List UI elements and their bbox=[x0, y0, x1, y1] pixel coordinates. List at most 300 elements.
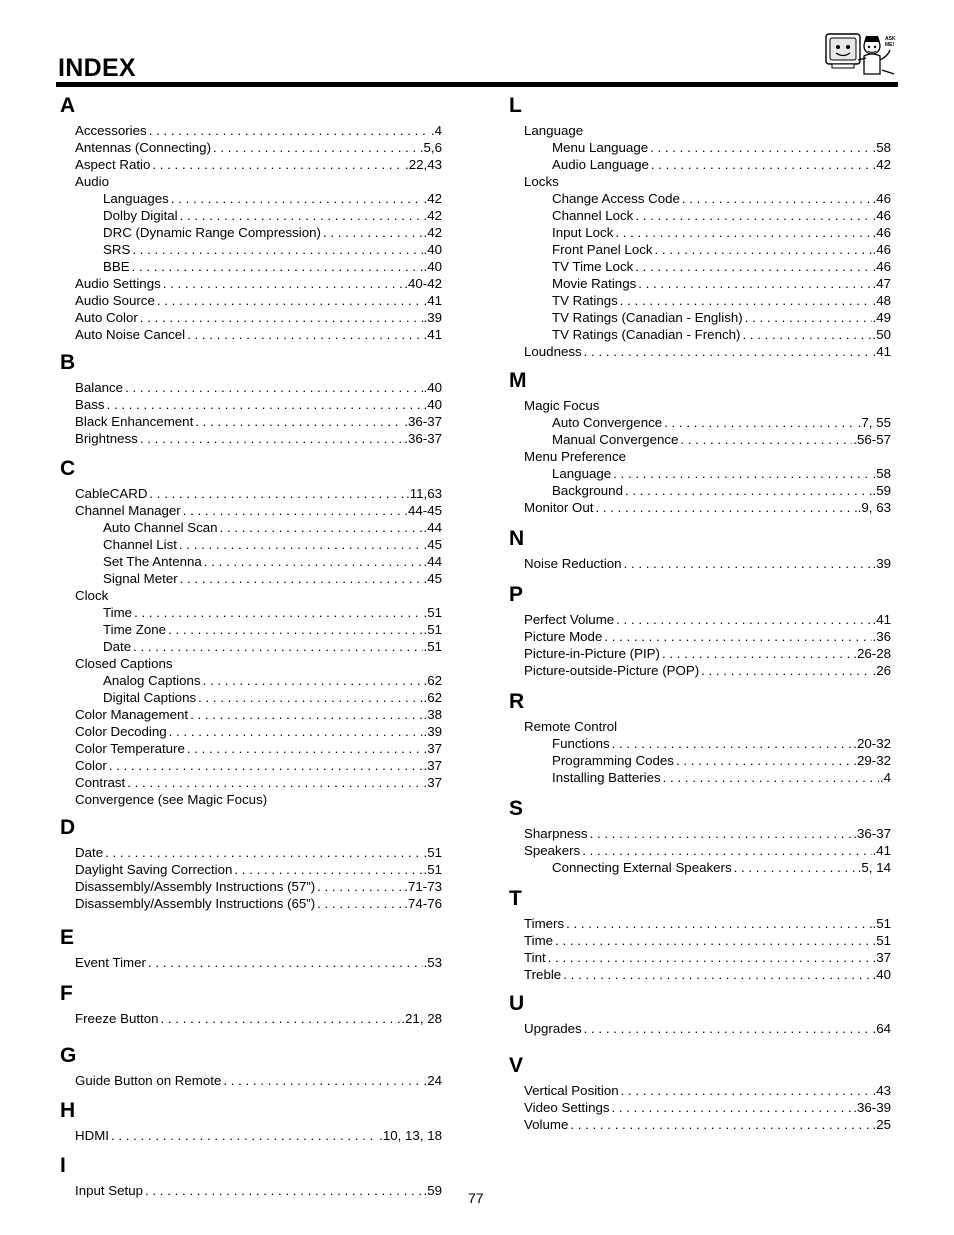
section-letter: V bbox=[509, 1054, 524, 1077]
entry-label: Vertical Position bbox=[524, 1083, 619, 1098]
entry-label: TV Ratings (Canadian - French) bbox=[552, 327, 741, 342]
section-letter: E bbox=[60, 926, 75, 949]
index-subentry bbox=[60, 570, 442, 587]
index-subentry bbox=[60, 207, 442, 224]
entry-page: .37 bbox=[872, 950, 891, 965]
entry-label: Treble bbox=[524, 967, 562, 982]
section-letter: A bbox=[60, 94, 76, 117]
leader-dots bbox=[595, 499, 856, 516]
entry-page: .26 bbox=[872, 663, 891, 678]
index-entry bbox=[509, 611, 891, 628]
entry-page: .4 bbox=[430, 123, 442, 138]
entry-label: Contrast bbox=[75, 775, 126, 790]
leader-dots bbox=[584, 343, 872, 360]
entry-label: Antennas (Connecting) bbox=[75, 140, 212, 155]
entry-label: Remote Control bbox=[524, 719, 618, 734]
entry-page: .44-45 bbox=[404, 503, 442, 518]
entry-label: SRS bbox=[103, 242, 131, 257]
leader-dots bbox=[651, 156, 872, 173]
entry-label: Auto Channel Scan bbox=[103, 520, 218, 535]
leader-dots bbox=[134, 604, 422, 621]
entry-page: .37 bbox=[423, 741, 442, 756]
entry-page: .48 bbox=[872, 293, 891, 308]
index-entry bbox=[509, 1099, 891, 1116]
entry-label: Locks bbox=[524, 174, 559, 189]
index-subentry bbox=[509, 414, 891, 431]
entry-label: Programming Codes bbox=[552, 753, 674, 768]
leader-dots bbox=[204, 553, 423, 570]
entry-label: Black Enhancement bbox=[75, 414, 194, 429]
entry-page: .39 bbox=[423, 310, 442, 325]
leader-dots bbox=[621, 1082, 872, 1099]
entry-page: .42 bbox=[423, 225, 442, 240]
index-entry bbox=[509, 825, 891, 842]
leader-dots bbox=[187, 740, 423, 757]
index-entry bbox=[60, 895, 442, 912]
entry-page: .40 bbox=[872, 967, 891, 982]
index-entry bbox=[60, 1010, 442, 1027]
entry-label: HDMI bbox=[75, 1128, 109, 1143]
index-entry bbox=[60, 413, 442, 430]
entry-page: .50 bbox=[872, 327, 891, 342]
entry-label: Signal Meter bbox=[103, 571, 178, 586]
index-entry bbox=[60, 275, 442, 292]
index-subentry bbox=[60, 258, 442, 275]
entry-label: Aspect Ratio bbox=[75, 157, 151, 172]
entry-page: .46 bbox=[872, 208, 891, 223]
index-entry bbox=[509, 915, 891, 932]
leader-dots bbox=[612, 735, 853, 752]
index-entry bbox=[60, 309, 442, 326]
entry-page: .43 bbox=[872, 1083, 891, 1098]
index-subentry bbox=[60, 519, 442, 536]
leader-dots bbox=[163, 275, 404, 292]
entry-label: Date bbox=[75, 845, 104, 860]
section-letter: N bbox=[509, 527, 525, 550]
section-letter: M bbox=[509, 369, 527, 392]
entry-label: Accessories bbox=[75, 123, 147, 138]
index-entry bbox=[60, 706, 442, 723]
index-subentry bbox=[509, 465, 891, 482]
entry-page: .47 bbox=[872, 276, 891, 291]
entry-page: .45 bbox=[423, 571, 442, 586]
entry-page: .51 bbox=[872, 933, 891, 948]
leader-dots bbox=[132, 258, 423, 275]
entry-label: Color Decoding bbox=[75, 724, 167, 739]
leader-dots bbox=[635, 258, 871, 275]
index-entry bbox=[60, 655, 442, 672]
section-letter: G bbox=[60, 1044, 77, 1067]
section-letter: D bbox=[60, 816, 76, 839]
leader-dots bbox=[149, 485, 405, 502]
entry-page: .37 bbox=[423, 758, 442, 773]
entry-page: .51 bbox=[423, 622, 442, 637]
index-subentry bbox=[60, 604, 442, 621]
entry-label: Picture Mode bbox=[524, 629, 603, 644]
index-entry bbox=[60, 723, 442, 740]
entry-page: .46 bbox=[872, 242, 891, 257]
index-subentry bbox=[509, 752, 891, 769]
entry-label: Balance bbox=[75, 380, 124, 395]
entry-page: .56-57 bbox=[853, 432, 891, 447]
index-subentry bbox=[509, 769, 891, 786]
entry-page: .41 bbox=[423, 327, 442, 342]
entry-page: .39 bbox=[423, 724, 442, 739]
entry-page: .40 bbox=[423, 397, 442, 412]
index-entry bbox=[60, 502, 442, 519]
entry-label: BBE bbox=[103, 259, 130, 274]
leader-dots bbox=[664, 414, 857, 431]
index-entry bbox=[509, 122, 891, 139]
section-letter: T bbox=[509, 887, 522, 910]
index-subentry bbox=[60, 621, 442, 638]
index-entry bbox=[60, 587, 442, 604]
entry-label: Audio Source bbox=[75, 293, 155, 308]
entry-label: Convergence (see Magic Focus) bbox=[75, 792, 268, 807]
leader-dots bbox=[624, 555, 872, 572]
entry-label: Movie Ratings bbox=[552, 276, 637, 291]
leader-dots bbox=[180, 570, 423, 587]
leader-dots bbox=[584, 1020, 872, 1037]
entry-page: .58 bbox=[872, 140, 891, 155]
entry-label: Brightness bbox=[75, 431, 138, 446]
index-subentry bbox=[509, 224, 891, 241]
entry-label: Color Temperature bbox=[75, 741, 185, 756]
index-subentry bbox=[60, 689, 442, 706]
section-letter: R bbox=[509, 690, 525, 713]
entry-label: Dolby Digital bbox=[103, 208, 178, 223]
leader-dots bbox=[220, 519, 423, 536]
entry-page: .45 bbox=[423, 537, 442, 552]
index-entry bbox=[509, 555, 891, 572]
entry-label: Functions bbox=[552, 736, 610, 751]
entry-label: Speakers bbox=[524, 843, 581, 858]
leader-dots bbox=[742, 326, 871, 343]
title-rule bbox=[56, 82, 898, 87]
entry-label: Magic Focus bbox=[524, 398, 600, 413]
entry-page: .11,63 bbox=[406, 486, 442, 501]
index-entry bbox=[60, 861, 442, 878]
index-entry bbox=[60, 774, 442, 791]
entry-label: TV Ratings (Canadian - English) bbox=[552, 310, 743, 325]
index-subentry bbox=[509, 275, 891, 292]
leader-dots bbox=[616, 611, 871, 628]
leader-dots bbox=[680, 431, 852, 448]
leader-dots bbox=[171, 190, 423, 207]
entry-label: Audio Language bbox=[552, 157, 649, 172]
index-subentry bbox=[509, 207, 891, 224]
leader-dots bbox=[566, 915, 871, 932]
entry-label: Upgrades bbox=[524, 1021, 582, 1036]
leader-dots bbox=[555, 932, 871, 949]
entry-page: .59 bbox=[872, 483, 891, 498]
entry-label: Tint bbox=[524, 950, 546, 965]
entry-label: Audio Settings bbox=[75, 276, 161, 291]
index-entry bbox=[60, 156, 442, 173]
index-entry bbox=[60, 1182, 442, 1199]
entry-label: Channel Lock bbox=[552, 208, 634, 223]
index-entry bbox=[60, 1072, 442, 1089]
index-entry bbox=[509, 1020, 891, 1037]
leader-dots bbox=[650, 139, 871, 156]
entry-label: Input Setup bbox=[75, 1183, 144, 1198]
index-subentry bbox=[60, 224, 442, 241]
entry-label: DRC (Dynamic Range Compression) bbox=[103, 225, 321, 240]
entry-label: Daylight Saving Correction bbox=[75, 862, 233, 877]
entry-page: .42 bbox=[872, 157, 891, 172]
entry-label: Time bbox=[103, 605, 133, 620]
entry-label: Disassembly/Assembly Instructions (57”) bbox=[75, 879, 316, 894]
index-subentry bbox=[509, 241, 891, 258]
entry-page: .46 bbox=[872, 259, 891, 274]
section-letter: L bbox=[509, 94, 522, 117]
entry-page: .24 bbox=[423, 1073, 442, 1088]
entry-page: .41 bbox=[872, 344, 891, 359]
index-entry bbox=[509, 932, 891, 949]
entry-label: Disassembly/Assembly Instructions (65”) bbox=[75, 896, 316, 911]
entry-label: Monitor Out bbox=[524, 500, 594, 515]
entry-page: .41 bbox=[872, 843, 891, 858]
index-entry bbox=[509, 448, 891, 465]
leader-dots bbox=[625, 482, 872, 499]
leader-dots bbox=[213, 139, 419, 156]
entry-label: CableCARD bbox=[75, 486, 148, 501]
entry-label: Freeze Button bbox=[75, 1011, 159, 1026]
entry-label: TV Ratings bbox=[552, 293, 618, 308]
entry-label: Background bbox=[552, 483, 623, 498]
leader-dots bbox=[203, 672, 423, 689]
section-letter: S bbox=[509, 797, 524, 820]
entry-page: .51 bbox=[423, 639, 442, 654]
leader-dots bbox=[682, 190, 872, 207]
entry-page: .5, 14 bbox=[857, 860, 891, 875]
index-entry bbox=[60, 326, 442, 343]
leader-dots bbox=[190, 706, 422, 723]
entry-page: .40-42 bbox=[404, 276, 442, 291]
leader-dots bbox=[615, 224, 871, 241]
leader-dots bbox=[223, 1072, 422, 1089]
index-entry bbox=[60, 173, 442, 190]
index-entry bbox=[60, 292, 442, 309]
entry-page: .58 bbox=[872, 466, 891, 481]
leader-dots bbox=[548, 949, 872, 966]
entry-page: .44 bbox=[423, 520, 442, 535]
entry-page: .25 bbox=[872, 1117, 891, 1132]
leader-dots bbox=[105, 844, 422, 861]
entry-label: Clock bbox=[75, 588, 109, 603]
entry-label: Event Timer bbox=[75, 955, 146, 970]
section-letter: U bbox=[509, 992, 525, 1015]
index-subentry bbox=[509, 735, 891, 752]
entry-page: .44 bbox=[423, 554, 442, 569]
leader-dots bbox=[183, 502, 404, 519]
index-subentry bbox=[509, 326, 891, 343]
leader-dots bbox=[612, 1099, 853, 1116]
index-entry bbox=[60, 844, 442, 861]
entry-page: .51 bbox=[423, 845, 442, 860]
entry-label: TV Time Lock bbox=[552, 259, 634, 274]
entry-page: .36-37 bbox=[404, 414, 442, 429]
index-entry bbox=[60, 1127, 442, 1144]
entry-label: Input Lock bbox=[552, 225, 614, 240]
leader-dots bbox=[179, 536, 423, 553]
svg-text:ASK: ASK bbox=[885, 36, 896, 42]
leader-dots bbox=[734, 859, 857, 876]
entry-page: .41 bbox=[423, 293, 442, 308]
index-entry bbox=[509, 966, 891, 983]
leader-dots bbox=[195, 413, 403, 430]
index-entry bbox=[60, 485, 442, 502]
index-entry bbox=[60, 139, 442, 156]
entry-page: .20-32 bbox=[853, 736, 891, 751]
leader-dots bbox=[127, 774, 422, 791]
entry-label: Time bbox=[524, 933, 554, 948]
leader-dots bbox=[662, 645, 852, 662]
index-entry bbox=[60, 740, 442, 757]
entry-label: Sharpness bbox=[524, 826, 588, 841]
index-entry bbox=[509, 499, 891, 516]
entry-label: Closed Captions bbox=[75, 656, 173, 671]
index-subentry bbox=[509, 859, 891, 876]
leader-dots bbox=[133, 638, 422, 655]
entry-label: Audio bbox=[75, 174, 110, 189]
entry-page: .46 bbox=[872, 225, 891, 240]
page-number: 77 bbox=[468, 1190, 484, 1206]
entry-page: .39 bbox=[872, 556, 891, 571]
leader-dots bbox=[132, 241, 422, 258]
entry-page: .40 bbox=[423, 242, 442, 257]
entry-page: .59 bbox=[423, 1183, 442, 1198]
section-letter: I bbox=[60, 1154, 66, 1177]
entry-page: .64 bbox=[872, 1021, 891, 1036]
entry-label: Video Settings bbox=[524, 1100, 610, 1115]
index-subentry bbox=[509, 292, 891, 309]
entry-label: Noise Reduction bbox=[524, 556, 622, 571]
leader-dots bbox=[198, 689, 422, 706]
leader-dots bbox=[590, 825, 853, 842]
leader-dots bbox=[149, 122, 430, 139]
index-entry bbox=[509, 718, 891, 735]
entry-label: Language bbox=[552, 466, 612, 481]
leader-dots bbox=[620, 292, 872, 309]
entry-page: .36-39 bbox=[853, 1100, 891, 1115]
index-subentry bbox=[60, 553, 442, 570]
entry-page: .51 bbox=[872, 916, 891, 931]
entry-page: .29-32 bbox=[853, 753, 891, 768]
index-entry bbox=[509, 173, 891, 190]
entry-page: .71-73 bbox=[404, 879, 442, 894]
entry-page: .42 bbox=[423, 191, 442, 206]
entry-page: .42 bbox=[423, 208, 442, 223]
entry-label: Loudness bbox=[524, 344, 582, 359]
index-subentry bbox=[60, 190, 442, 207]
index-subentry bbox=[509, 258, 891, 275]
entry-label: Auto Color bbox=[75, 310, 138, 325]
entry-label: Language bbox=[524, 123, 584, 138]
entry-label: Menu Preference bbox=[524, 449, 626, 464]
index-subentry bbox=[60, 672, 442, 689]
index-entry bbox=[509, 842, 891, 859]
entry-page: .51 bbox=[423, 605, 442, 620]
index-entry bbox=[509, 343, 891, 360]
entry-page: .4 bbox=[879, 770, 891, 785]
leader-dots bbox=[107, 396, 423, 413]
index-subentry bbox=[60, 241, 442, 258]
entry-page: .37 bbox=[423, 775, 442, 790]
entry-page: .36-37 bbox=[404, 431, 442, 446]
leader-dots bbox=[663, 769, 879, 786]
entry-label: Menu Language bbox=[552, 140, 649, 155]
entry-page: .36-37 bbox=[853, 826, 891, 841]
entry-page: .10, 13, 18 bbox=[379, 1128, 442, 1143]
entry-page: .5,6 bbox=[419, 140, 442, 155]
entry-label: Color Management bbox=[75, 707, 189, 722]
leader-dots bbox=[323, 224, 423, 241]
index-subentry bbox=[509, 482, 891, 499]
leader-dots bbox=[234, 861, 422, 878]
index-entry bbox=[60, 122, 442, 139]
entry-label: Timers bbox=[524, 916, 565, 931]
entry-page: .62 bbox=[423, 673, 442, 688]
entry-page: .53 bbox=[423, 955, 442, 970]
leader-dots bbox=[635, 207, 871, 224]
section-letter: F bbox=[60, 982, 73, 1005]
entry-page: .51 bbox=[423, 862, 442, 877]
entry-label: Picture-in-Picture (PIP) bbox=[524, 646, 660, 661]
leader-dots bbox=[317, 895, 403, 912]
index-entry bbox=[509, 1116, 891, 1133]
entry-label: Installing Batteries bbox=[552, 770, 661, 785]
leader-dots bbox=[570, 1116, 871, 1133]
index-entry bbox=[509, 949, 891, 966]
leader-dots bbox=[140, 309, 423, 326]
index-subentry bbox=[509, 431, 891, 448]
index-entry bbox=[60, 396, 442, 413]
entry-label: Connecting External Speakers bbox=[552, 860, 732, 875]
index-entry bbox=[60, 954, 442, 971]
entry-label: Color bbox=[75, 758, 107, 773]
entry-label: Bass bbox=[75, 397, 105, 412]
entry-label: Time Zone bbox=[103, 622, 167, 637]
entry-page: .26-28 bbox=[853, 646, 891, 661]
entry-page: .22,43 bbox=[405, 157, 442, 172]
entry-label: Front Panel Lock bbox=[552, 242, 653, 257]
leader-dots bbox=[638, 275, 871, 292]
entry-page: .40 bbox=[423, 380, 442, 395]
entry-label: Guide Button on Remote bbox=[75, 1073, 222, 1088]
leader-dots bbox=[125, 379, 422, 396]
entry-page: .41 bbox=[872, 612, 891, 627]
section-letter: C bbox=[60, 457, 76, 480]
entry-label: Analog Captions bbox=[103, 673, 201, 688]
entry-label: Auto Noise Cancel bbox=[75, 327, 186, 342]
entry-label: Manual Convergence bbox=[552, 432, 679, 447]
leader-dots bbox=[676, 752, 852, 769]
entry-page: .46 bbox=[872, 191, 891, 206]
leader-dots bbox=[145, 1182, 422, 1199]
entry-page: .36 bbox=[872, 629, 891, 644]
leader-dots bbox=[563, 966, 871, 983]
leader-dots bbox=[317, 878, 403, 895]
section-letter: H bbox=[60, 1099, 76, 1122]
entry-label: Auto Convergence bbox=[552, 415, 663, 430]
index-entry bbox=[509, 645, 891, 662]
entry-label: Volume bbox=[524, 1117, 569, 1132]
svg-text:ME!: ME! bbox=[885, 42, 895, 48]
leader-dots bbox=[152, 156, 404, 173]
index-subentry bbox=[509, 156, 891, 173]
index-subentry bbox=[60, 638, 442, 655]
